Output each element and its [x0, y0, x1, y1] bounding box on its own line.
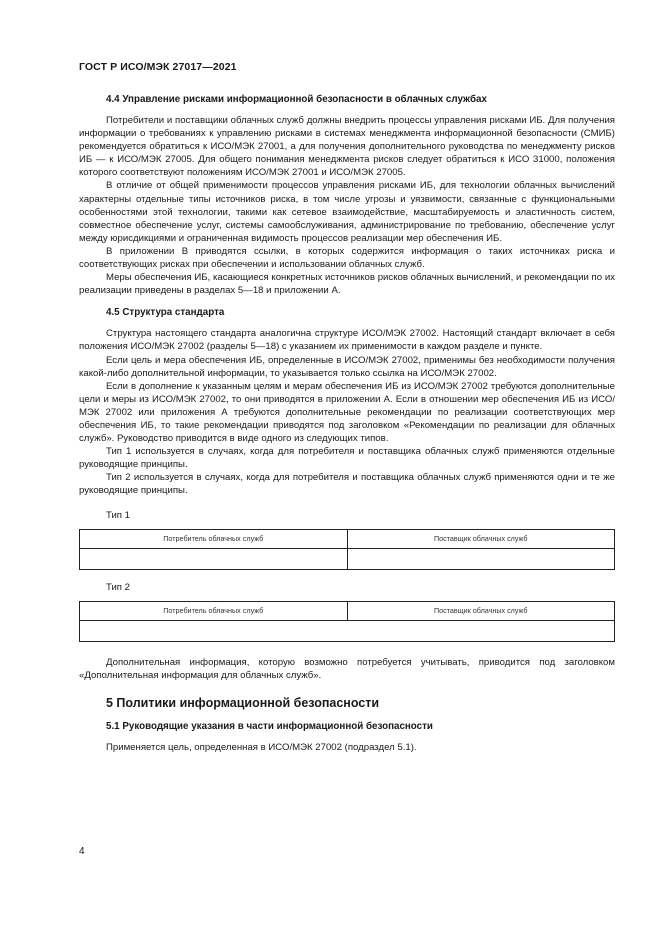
- table-cell: [80, 620, 615, 641]
- table-cell: [80, 548, 348, 569]
- paragraph: В отличие от общей применимости процессов управления рисками ИБ, для технологии облачных вычислений характерны отдельные типы источников риска, в том числе угрозы и уязвимости, связанные с функциональными особенностями этой технологии, такими как сетевое взаимодействие, масштабируемость и эластичность систем, совместное обеспечение услуг, системы самообслуживания, администрирование по требованию, обеспечение услуг между юрисдикциями и ограниченная видимость процессов реализации мер обеспечения ИБ.: [79, 180, 615, 244]
- section-heading: 4.5 Структура стандарта: [106, 307, 225, 319]
- table-row: [80, 620, 615, 641]
- paragraph: Структура настоящего стандарта аналогична структуре ИСО/МЭК 27002. Настоящий стандарт включает в себя положения ИСО/МЭК 27002 (разделы 5—18) с указанием их применимости в каждом разделе и пункте.: [79, 328, 615, 353]
- type-2-table: [79, 601, 615, 642]
- table-row: [80, 548, 615, 569]
- paragraph: Применяется цель, определенная в ИСО/МЭК 27002 (подраздел 5.1).: [106, 741, 417, 753]
- paragraph: Тип 2 используется в случаях, когда для потребителя и поставщика облачных служб применяются одни и те же руководящие принципы.: [79, 472, 615, 497]
- document-header: ГОСТ Р ИСО/МЭК 27017—2021: [79, 61, 237, 73]
- paragraph: В приложении В приводятся ссылки, в которых содержится информация о таких источниках риска и соответствующих рисках при обеспечении и использовании облачных служб.: [79, 245, 615, 271]
- paragraph: Потребители и поставщики облачных служб должны внедрить процессы управления рисками ИБ. Для получения информации о требованиях к управлению рисками в системах менеджмента информационной безопасности (СМИБ) рекомендуется обратиться к ИСО/МЭК 27001, а для получения дополнительного руководства по менеджменту рисков ИБ — к ИСО/МЭК 27005. Для общего понимания менеджмента рисков следует обратиться к ИСО 31000, положения которого соответствуют положениям ИСО/МЭК 27001 и ИСО/МЭК 27005.: [79, 115, 615, 179]
- type-2-label: Тип 2: [106, 581, 130, 593]
- consumer-column-header: Потребитель облачных служб: [80, 529, 348, 548]
- provider-column-header: Поставщик облачных служб: [347, 529, 615, 548]
- table-header-row: [80, 529, 615, 548]
- type-1-table: [79, 529, 615, 570]
- section-4-4: [79, 93, 615, 297]
- section-heading: 4.4 Управление рисками информационной безопасности в облачных службах: [106, 94, 487, 105]
- page-content: [79, 93, 615, 754]
- paragraph: Если цель и мера обеспечения ИБ, определенные в ИСО/МЭК 27002, применимы без необходимости получения какой-либо дополнительной информации, то указывается только ссылка на ИСО/МЭК 27002.: [79, 354, 615, 379]
- provider-column-header: Поставщик облачных служб: [347, 601, 615, 620]
- section-5: [79, 696, 615, 754]
- paragraph: Если в дополнение к указанным целям и мерам обеспечения ИБ из ИСО/МЭК 27002 требуются дополнительные цели и меры из ИСО/МЭК 27002, то они приводятся в приложении А. Если в отношении мер обеспечения ИБ из ИСО/МЭК 27002 или приложения А требуются дополнительные рекомендации по реализации соответствующих мер обеспечения ИБ, то такие рекомендации приводятся под заголовком «Рекомендации по реализации для облачных служб». Руководство приводится в виде одного из следующих типов.: [79, 380, 615, 445]
- table-header-row: [80, 601, 615, 620]
- section-heading: 5.1 Руководящие указания в части информационной безопасности: [106, 720, 433, 732]
- type-1-label: Тип 1: [106, 509, 130, 521]
- paragraph: Тип 1 используется в случаях, когда для потребителя и поставщика облачных служб применяются отдельные руководящие принципы.: [79, 446, 615, 471]
- table-cell: [347, 548, 615, 569]
- page-number: 4: [79, 846, 85, 857]
- paragraph: Дополнительная информация, которую возможно потребуется учитывать, приводится под заголовком «Дополнительная информация для облачных служб».: [79, 656, 615, 681]
- paragraph: Меры обеспечения ИБ, касающиеся конкретных источников рисков облачных вычислений, и рекомендации по их реализации приведены в разделах 5—18 и приложении А.: [79, 272, 615, 297]
- chapter-heading: 5 Политики информационной безопасности: [106, 695, 380, 710]
- consumer-column-header: Потребитель облачных служб: [80, 601, 348, 620]
- section-4-5: [79, 306, 615, 681]
